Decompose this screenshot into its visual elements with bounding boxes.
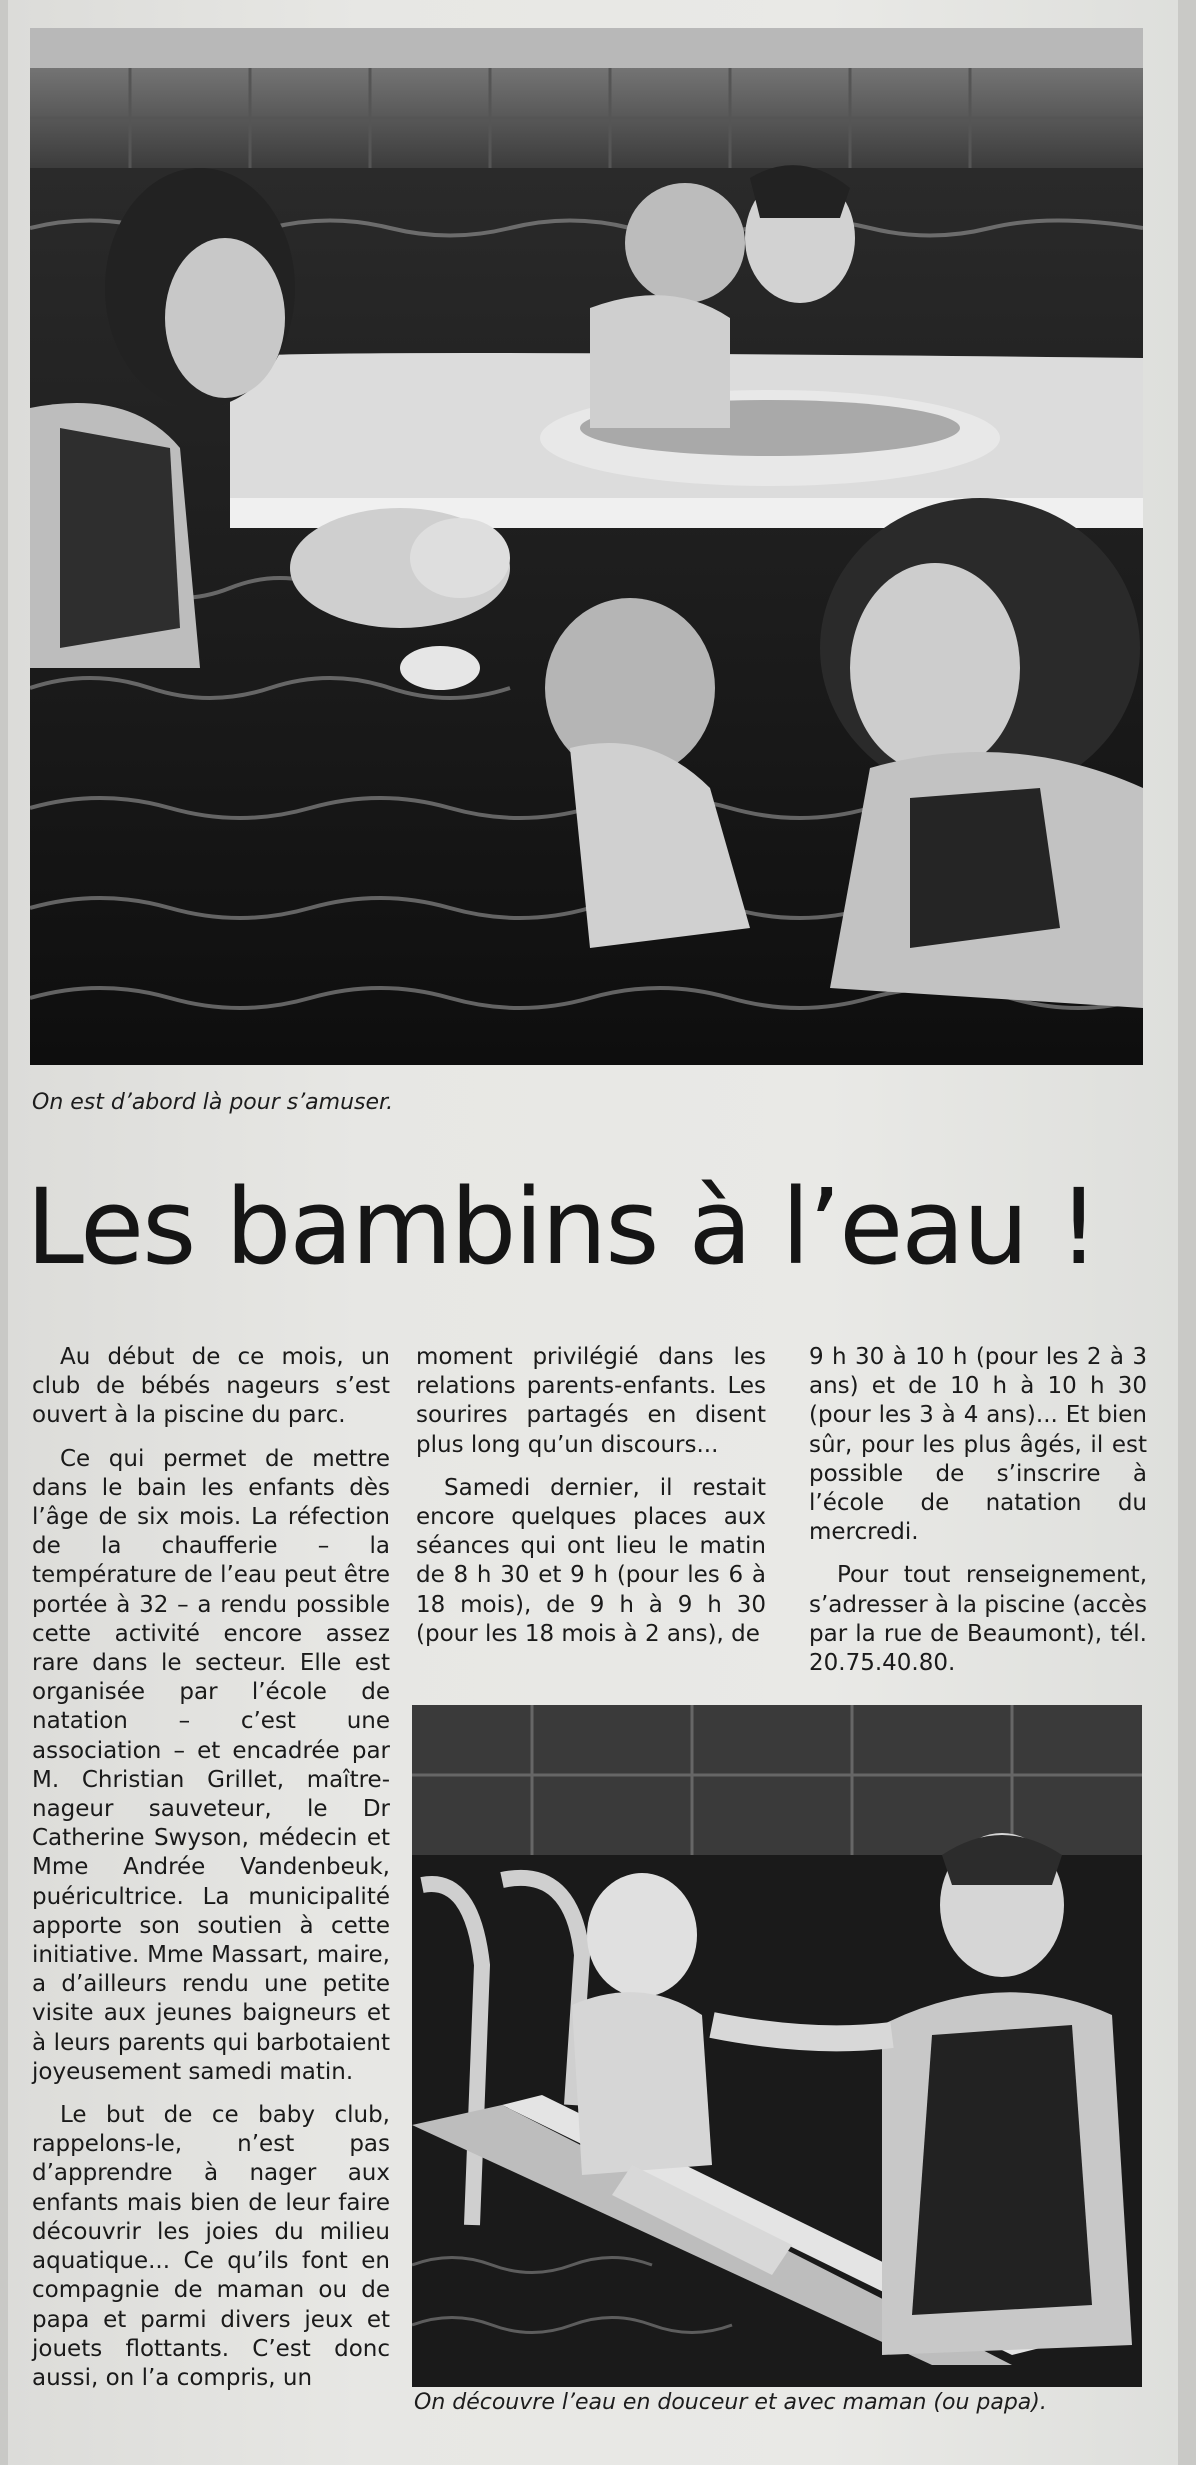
photo-baby-slide <box>412 1705 1142 2387</box>
article-column-2 <box>416 1343 766 1649</box>
paragraph: Samedi dernier, il restait encore quelques places aux séances qui ont lieu le matin de 8 h 30 et 9 h (pour les 6 à 18 mois), de 9 h à 9 h 30 (pour les 18 mois à 2 ans), de <box>416 1474 766 1647</box>
paragraph: moment privilégié dans les relations parents-enfants. Les sourires partagés en disent plus long qu’un discours... <box>416 1344 766 1458</box>
article-column-3 <box>809 1343 1147 1678</box>
paragraph: Au début de ce mois, un club de bébés nageurs s’est ouvert à la piscine du parc. <box>32 1344 390 1429</box>
paragraph: 9 h 30 à 10 h (pour les 2 à 3 ans) et de 10 h à 10 h 30 (pour les 3 à 4 ans)... Et bien sûr, pour les plus âgés, il est possible de s’inscrire à l’école de natation du mercredi. <box>809 1344 1147 1546</box>
photo-pool-babies-image <box>30 28 1143 1065</box>
paragraph: Ce qui permet de mettre dans le bain les enfants dès l’âge de six mois. La réfection de la chaufferie – la température de l’eau peut être portée à 32 – a rendu possible cette activité encore assez rare dans le secteur. Elle est organisée par l’école de natation – c’est une association – et encadrée par M. Christian Grillet, maître-nageur sauveteur, le Dr Catherine Swyson, médecin et Mme Andrée Vandenbeuk, puéricultrice. La municipalité apporte son soutien à cette initiative. Mme Massart, maire, a d’ailleurs rendu une petite visite aux jeunes baigneurs et à leurs parents qui barbotaient joyeusement samedi matin. <box>32 1445 390 2085</box>
article-headline: Les bambins à l’eau ! <box>26 1166 1098 1288</box>
photo-pool-babies <box>30 28 1143 1065</box>
photo-caption: On découvre l’eau en douceur et avec maman (ou papa). <box>414 2390 1047 2415</box>
article-column-1 <box>32 1343 390 2393</box>
photo-baby-slide-image <box>412 1705 1142 2387</box>
photo-caption: On est d’abord là pour s’amuser. <box>32 1090 394 1115</box>
newspaper-page <box>8 0 1178 2465</box>
paragraph: Le but de ce baby club, rappelons-le, n’est pas d’apprendre à nager aux enfants mais bien de leur faire découvrir les joies du milieu aquatique... Ce qu’ils font en compagnie de maman ou de papa et parmi divers jeux et jouets flottants. C’est donc aussi, on l’a compris, un <box>32 2102 390 2391</box>
paragraph: Pour tout renseignement, s’adresser à la piscine (accès par la rue de Beaumont), tél. 20.75.40.80. <box>809 1562 1147 1677</box>
